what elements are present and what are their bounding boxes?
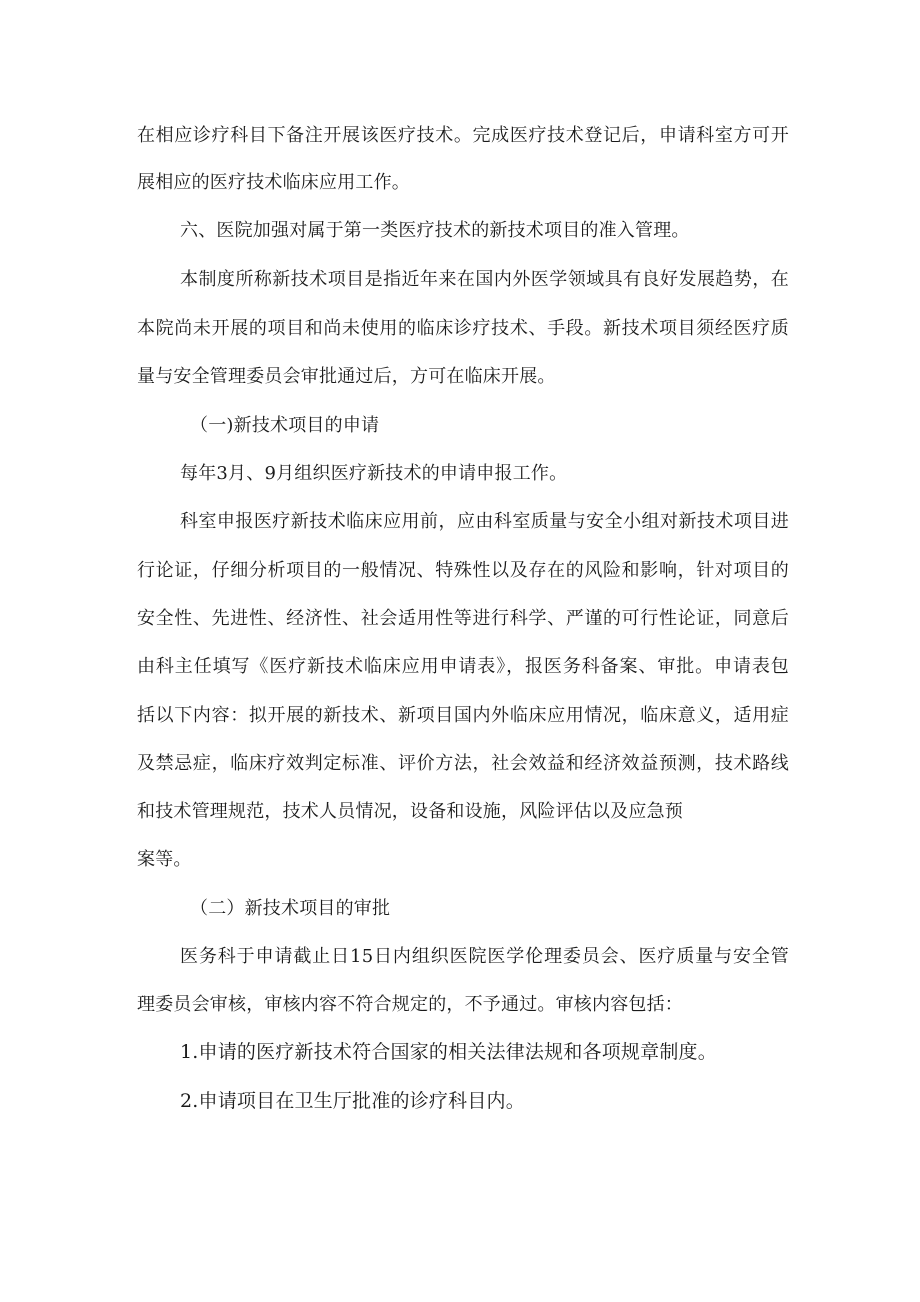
paragraph-line: 案等。 — [137, 849, 192, 870]
paragraph-line: 安全性、先进性、经济性、社会适用性等进行科学、严谨的可行性论证，同意后 — [137, 608, 789, 629]
list-item: 1.申请的医疗新技术符合国家的相关法律法规和各项规章制度。 — [180, 1041, 717, 1063]
subsection-heading: （一)新技术项目的申请 — [190, 415, 380, 436]
paragraph-line: 及禁忌症，临床疗效判定标准、评价方法，社会效益和经济效益预测，技术路线 — [137, 753, 789, 774]
paragraph-line: 括以下内容：拟开展的新技术、新项目国内外临床应用情况，临床意义，适用症 — [137, 705, 789, 726]
section-heading: 六、医院加强对属于第一类医疗技术的新技术项目的准入管理。 — [180, 220, 690, 241]
paragraph-line: 在相应诊疗科目下备注开展该医疗技术。完成医疗技术登记后，申请科室方可开 — [137, 125, 789, 146]
paragraph-line: 本制度所称新技术项目是指近年来在国内外医学领域具有良好发展趋势，在 — [180, 269, 789, 290]
paragraph-line: 量与安全管理委员会审批通过后，方可在临床开展。 — [137, 366, 556, 387]
paragraph-line: 行论证，仔细分析项目的一般情况、特殊性以及存在的风险和影响，针对项目的 — [137, 560, 789, 581]
subsection-heading: （二）新技术项目的审批 — [190, 898, 391, 919]
paragraph-line: 和技术管理规范，技术人员情况，设备和设施，风险评估以及应急预 — [137, 801, 683, 822]
paragraph-line: 展相应的医疗技术临床应用工作。 — [137, 172, 410, 193]
paragraph-line: 每年3月、9月组织医疗新技术的申请申报工作。 — [180, 463, 568, 484]
paragraph-line: 理委员会审核，审核内容不符合规定的，不予通过。审核内容包括： — [137, 994, 683, 1015]
list-item: 2.申请项目在卫生厅批准的诊疗科目内。 — [180, 1090, 525, 1112]
paragraph-line: 由科主任填写《医疗新技术临床应用申请表》，报医务科备案、审批。申请表包 — [137, 656, 789, 677]
paragraph-line: 本院尚未开展的项目和尚未使用的临床诊疗技术、手段。新技术项目须经医疗质 — [137, 318, 789, 339]
paragraph-line: 科室申报医疗新技术临床应用前，应由科室质量与安全小组对新技术项目进 — [180, 511, 789, 532]
paragraph-line: 医务科于申请截止日15日内组织医院医学伦理委员会、医疗质量与安全管 — [180, 946, 789, 967]
